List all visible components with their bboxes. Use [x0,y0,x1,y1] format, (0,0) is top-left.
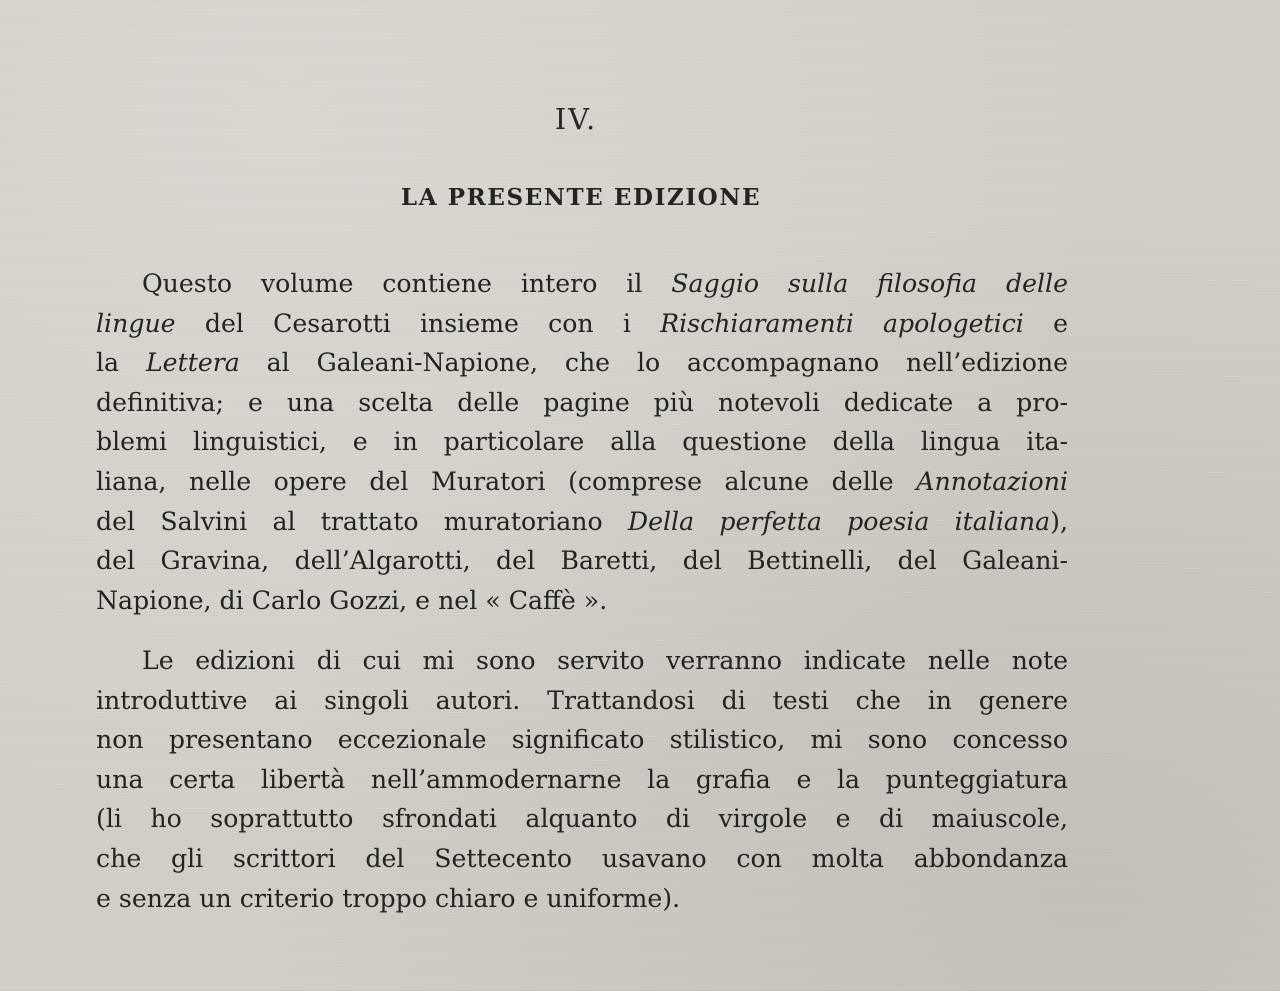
paragraph-2-line-4: una certa libertà nell’ammodernarne la grafia e la punteggiatura [96,764,1068,794]
paragraph-1-line-8: del Gravina, dell’Algarotti, del Baretti, del Bettinelli, del Galeani- [96,546,1068,576]
paragraph-1-line-3 [96,343,1068,383]
italic-title-lettera: Lettera [145,348,240,378]
chapter-number: IV. [554,102,598,136]
paragraph-1-line-7 [96,502,1068,542]
paragraph-2-line-2: introduttive ai singoli autori. Trattandosi di testi che in genere [96,685,1068,715]
italic-title-rischiaramenti: Rischiaramenti apologetici [660,308,1024,338]
chapter-title: LA PRESENTE EDIZIONE [400,184,762,211]
paragraph-2-line-5: (li ho soprattutto sfrondati alquanto di virgole e di maiuscole, [96,804,1068,834]
paragraph-1-line-6 [96,462,1068,502]
italic-title-saggio: Saggio sulla filosofia delle [671,269,1068,298]
paragraph-1-line-9: Napione, di Carlo Gozzi, e nel « Caffè ». [96,585,608,615]
text-run: ), [1050,506,1068,536]
text-run: Questo volume contiene intero il [142,269,672,298]
paragraph-2 [96,641,1068,918]
italic-title-lingue: lingue [96,308,176,338]
paragraph-2-line-6: che gli scrittori del Settecento usavano con molta abbondanza [96,843,1068,873]
paragraph-1 [96,264,1068,620]
italic-title-annotazioni: Annotazioni [916,466,1068,496]
text-run: del Salvini al trattato muratoriano [96,506,628,536]
paragraph-2-line-7: e senza un criterio troppo chiaro e uniforme). [96,883,681,913]
italic-title-della-perfetta-poesia: Della perfetta poesia italiana [627,506,1051,536]
text-run: liana, nelle opere del Muratori (comprese alcune delle [96,466,917,496]
text-run: del Cesarotti insieme con i [175,308,661,338]
paragraph-2-line-3: non presentano eccezionale significato stilistico, mi sono concesso [96,725,1068,755]
text-run: al Galeani-Napione, che lo accompagnano nell’edizione [239,348,1068,378]
paragraph-1-line-2 [96,304,1068,344]
text-run: la [96,348,146,378]
paragraph-2-line-1: Le edizioni di cui mi sono servito verranno indicate nelle note [142,646,1068,675]
paragraph-1-line-4: definitiva; e una scelta delle pagine più notevoli dedicate a pro- [96,387,1068,417]
text-run: e [1023,308,1069,338]
paragraph-1-line-5: blemi linguistici, e in particolare alla questione della lingua ita- [96,427,1068,457]
paragraph-1-line-1 [96,264,1068,304]
